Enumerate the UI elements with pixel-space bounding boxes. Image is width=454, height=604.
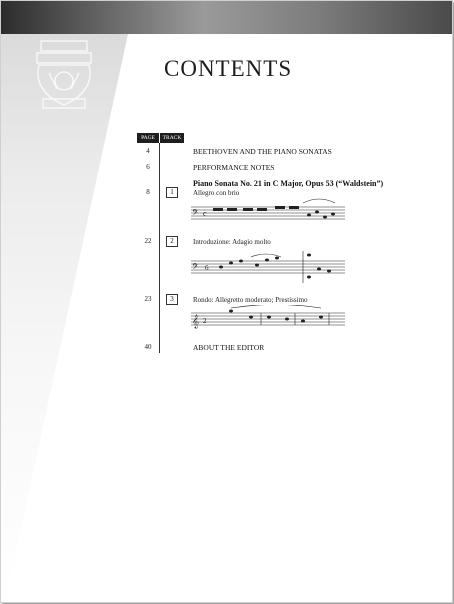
track-number-mvt2: 2 [166, 236, 178, 247]
movement-2-title: Introduzione: Adagio molto [193, 238, 271, 246]
track-column-header: TRACK [160, 133, 184, 143]
track-number-mvt1: 1 [166, 187, 178, 198]
page-number-mvt2: 22 [144, 237, 152, 245]
svg-text:𝄞: 𝄞 [192, 314, 200, 328]
entry-editor: ABOUT THE EDITOR [193, 343, 265, 352]
page-number-mvt1: 8 [146, 188, 150, 196]
page-number-notes: 6 [146, 163, 150, 171]
top-decorative-band [1, 1, 452, 34]
track-number-mvt3: 3 [166, 294, 178, 305]
entry-intro: BEETHOVEN AND THE PIANO SONATAS [193, 147, 332, 156]
column-divider [159, 143, 160, 353]
crest-emblem-icon [29, 39, 99, 113]
page-number-intro: 4 [146, 147, 150, 155]
music-incipit-mvt2 [191, 249, 347, 285]
page-column-header: PAGE [137, 133, 159, 143]
svg-text:c: c [203, 209, 207, 218]
page-number-mvt3: 23 [144, 295, 152, 303]
svg-text:6: 6 [205, 264, 209, 272]
page-number-editor: 40 [144, 343, 152, 351]
svg-text:𝄢: 𝄢 [192, 263, 199, 274]
movement-3-title: Rondo: Allegretto moderato; Prestissimo [193, 296, 308, 304]
entry-notes: PERFORMANCE NOTES [193, 163, 275, 172]
svg-text:2: 2 [203, 317, 207, 325]
music-incipit-mvt3 [191, 305, 347, 331]
movement-1-title: Allegro con brio [193, 189, 240, 197]
sonata-title: Piano Sonata No. 21 in C Major, Opus 53 (“Waldstein”) [193, 179, 384, 188]
svg-text:𝄢: 𝄢 [192, 209, 199, 220]
page-title: CONTENTS [164, 56, 293, 81]
music-incipit-mvt1 [191, 197, 347, 227]
